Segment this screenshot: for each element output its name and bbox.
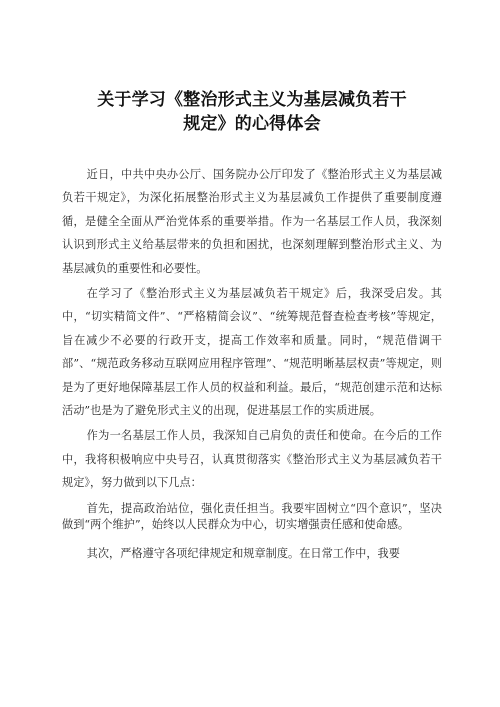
paragraph-3: 作为一名基层工作人员，我深知自己肩负的责任和使命。在今后的工作中，我将积极响应中央号召，认真贯彻落实《整治形式主义为基层减负若干规定》，努力做到以下几点： [62,429,442,490]
document-body [62,163,442,565]
paragraph-2: 在学习了《整治形式主义为基层减负若干规定》后，我深受启发。其中，“切实精简文件”、“严格精简会议”、“统筹规范督查检查考核”等规定，旨在减少不必要的行政开支，提高工作效率和质量。同时，“规范借调干部”、“规范政务移动互联网应用程序管理”、“规范明晰基层权责”等规定，则是为了更好地保障基层工作人员的权益和利益。最后，“规范创建示范和达标活动”也是为了避免形式主义的出现，促进基层工作的实质进展。 [62,287,442,418]
paragraph-1: 近日，中共中央办公厅、国务院办公厅印发了《整治形式主义为基层减负若干规定》，为深化拓展整治形式主义为基层减负工作提供了重要制度遵循，是健全全面从严治党体系的重要举措。作为一名基层工作人员，我深刻认识到形式主义给基层带来的负担和困扰，也深刻理解到整治形式主义、为基层减负的重要性和必要性。 [62,168,442,275]
title-line-2: 规定》的心得体会 [183,114,321,134]
paragraph-4: 首先，提高政治站位，强化责任担当。我要牢固树立“四个意识”，坚决做到“两个维护”，始终以人民群众为中心，切实增强责任感和使命感。 [62,501,442,532]
paragraph-5: 其次，严格遵守各项纪律规定和规章制度。在日常工作中，我要 [86,546,400,560]
document-title [62,88,442,136]
title-line-1: 关于学习《整治形式主义为基层减负若干 [97,90,407,110]
